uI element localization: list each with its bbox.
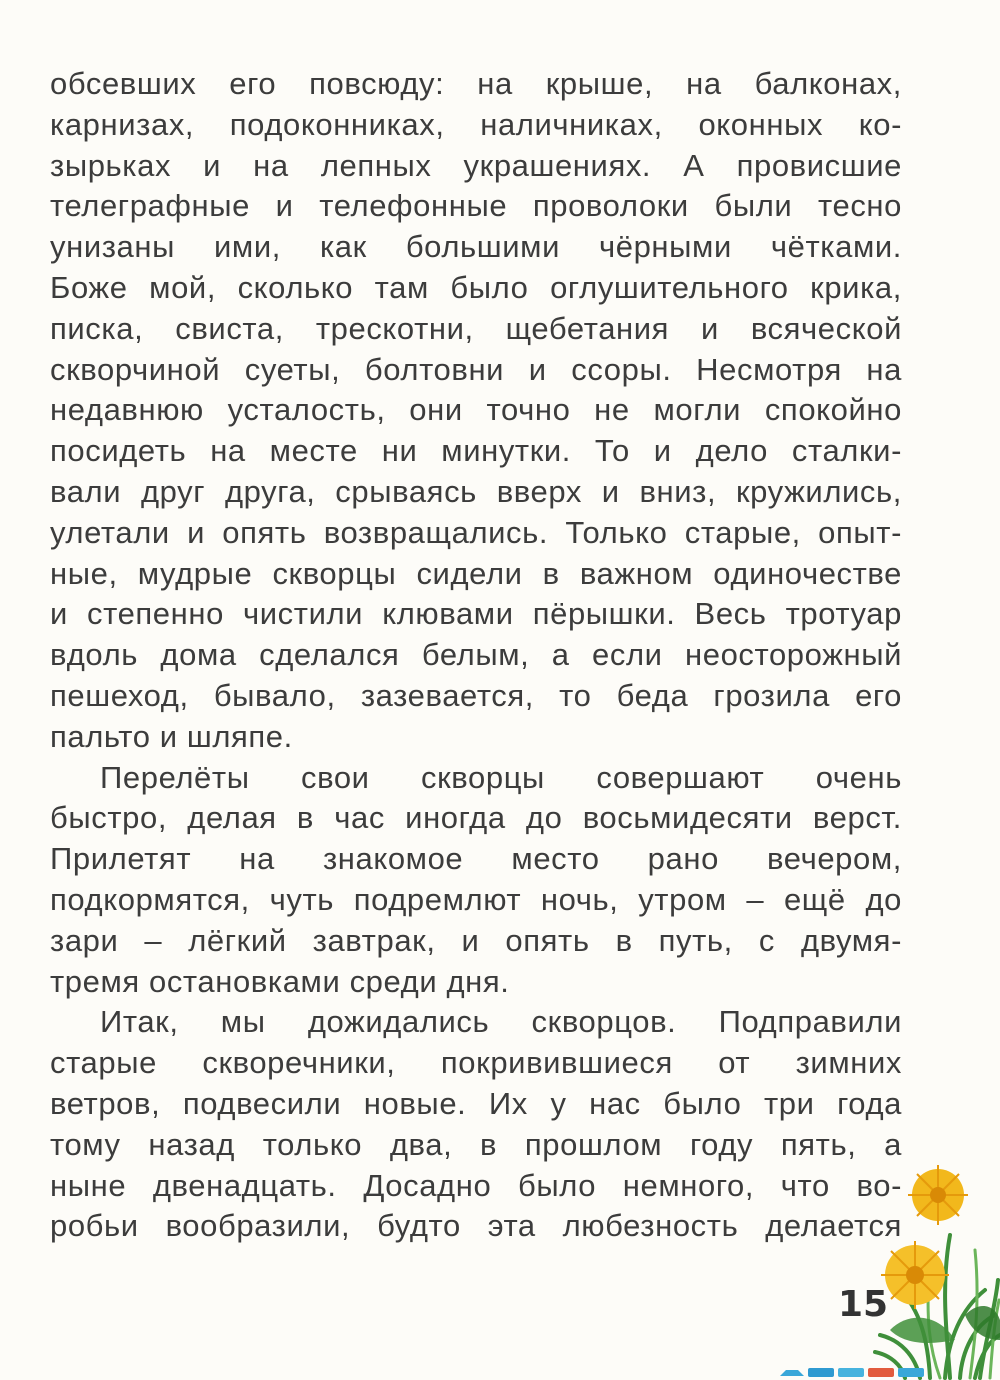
text-line: вдоль дома сделался белым, а если неосторожный [50,637,902,673]
text-line: скворчиной суеты, болтовни и ссоры. Несмотря на [50,351,902,387]
ground-tiles [780,1368,924,1377]
flower-upper-icon [908,1165,968,1225]
text-line: и степенно чистили клювами пёрышки. Весь тротуар [50,596,902,632]
text-line: унизаны ими, как большими чёрными чётками. [50,229,902,265]
text-line: Итак, мы дожидались скворцов. Подправили [100,1004,902,1040]
text-line: Перелёты свои скворцы совершают очень [100,759,902,795]
text-line: карнизах, подоконниках, наличниках, оконных ко- [50,106,902,142]
flower-lower-icon [881,1241,949,1309]
text-line: зари – лёгкий завтрак, и опять в путь, с двумя- [50,922,902,958]
text-line: ветров, подвесили новые. Их у нас было три года [50,1085,902,1121]
text-line: тремя остановками среди дня. [50,963,510,999]
text-line: пальто и шляпе. [50,718,293,754]
text-line: ные, мудрые скворцы сидели в важном одиночестве [50,555,902,591]
text-line: подкормятся, чуть подремлют ночь, утром – ещё до [50,881,902,917]
text-line: робьи вообразили, будто эта любезность делается [50,1208,902,1244]
paragraph-3 [50,1002,902,1247]
text-line: зырьках и на лепных украшениях. А провисшие [50,147,902,183]
text-line: ныне двенадцать. Досадно было немного, что во- [50,1167,902,1203]
text-line: посидеть на месте ни минутки. То и дело сталки- [50,433,902,469]
text-line: телеграфные и телефонные проволоки были тесно [50,188,902,224]
text-line: старые скворечники, покривившиеся от зимних [50,1045,902,1081]
text-line: Боже мой, сколько там было оглушительного крика, [50,269,902,305]
dandelion-icon [780,1140,1000,1380]
text-line: недавнюю усталость, они точно не могли спокойно [50,392,902,428]
text-line: быстро, делая в час иногда до восьмидесяти верст. [50,800,902,836]
paragraph-2 [50,758,902,1003]
text-line: пешеход, бывало, зазевается, то беда грозила его [50,677,902,713]
page-number: 15 [838,1284,889,1325]
text-line: тому назад только два, в прошлом году пять, а [50,1126,902,1162]
body-text [50,64,902,1247]
text-line: обсевших его повсюду: на крыше, на балконах, [50,66,902,101]
text-line: вали друг друга, срываясь вверх и вниз, кружились, [50,473,902,509]
paragraph-1 [50,64,902,758]
text-line: писка, свиста, трескотни, щебетания и всяческой [50,310,902,346]
flower-illustration [780,1140,1000,1380]
text-line: Прилетят на знакомое место рано вечером, [50,841,902,877]
text-line: улетали и опять возвращались. Только старые, опыт- [50,514,902,550]
